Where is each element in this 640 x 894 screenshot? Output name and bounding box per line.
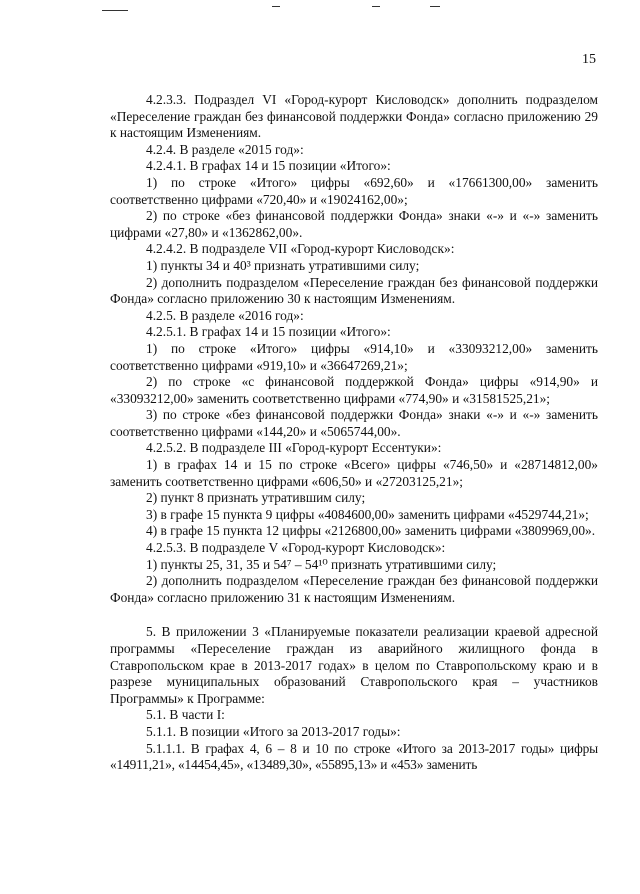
paragraph: 4.2.5.1. В графах 14 и 15 позиции «Итого»: [146, 324, 391, 340]
paragraph: 1) в графах 14 и 15 по строке «Всего» цифры «746,50» и «28714812,00» заменить соответственно цифрами «606,50» и «27203125,21»; [110, 457, 598, 489]
paragraph: 2) по строке «с финансовой поддержкой Фонда» цифры «914,90» и «33093212,00» заменить соответственно цифрами «774,90» и «31581525,21»; [110, 374, 598, 406]
paragraph: 4.2.4. В разделе «2015 год»: [146, 141, 304, 157]
paragraph: 1) по строке «Итого» цифры «692,60» и «17661300,00» заменить соответственно цифрами «720,40» и «19024162,00»; [110, 174, 598, 207]
paragraph: 4) в графе 15 пункта 12 цифры «2126800,00» заменить цифрами «3809969,00». [146, 523, 596, 539]
paragraph: 4.2.5. В разделе «2016 год»: [146, 307, 304, 323]
paragraph: 3) в графе 15 пункта 9 цифры «4084600,00» заменить цифрами «4529744,21»; [146, 506, 589, 522]
page-number: 15 [582, 52, 596, 67]
paragraph: 5.1.1. В позиции «Итого за 2013-2017 годы»: [146, 723, 401, 739]
scan-mark-right [372, 6, 380, 7]
paragraph: 1) по строке «Итого» цифры «914,10» и «33093212,00» заменить соответственно цифрами «919,10» и «36647269,21»; [110, 340, 598, 373]
paragraph: 1) пункты 25, 31, 35 и 54⁷ – 54¹⁰ признать утратившими силу; [146, 556, 497, 572]
paragraph: 4.2.4.2. В подразделе VII «Город-курорт Кисловодск»: [146, 241, 455, 257]
paragraph: 3) по строке «без финансовой поддержки Фонда» знаки «-» и «-» заменить соответственно цифрами «144,20» и «5065744,00». [110, 407, 598, 439]
paragraph: 2) пункт 8 признать утратившим силу; [146, 490, 366, 506]
paragraph: 2) дополнить подразделом «Переселение граждан без финансовой поддержки Фонда» согласно приложению 31 к настоящим Изменениям. [110, 573, 598, 605]
paragraph: 5.1.1.1. В графах 4, 6 – 8 и 10 по строке «Итого за 2013-2017 годы» цифры «14911,21», «14454,45», «13489,30», «55895,13» и «453» заменить [110, 740, 598, 773]
paragraph: 4.2.3.3. Подраздел VI «Город-курорт Кисловодск» дополнить подразделом «Переселение граждан без финансовой поддержки Фонда» согласно приложению 29 к настоящим Изменениям. [110, 92, 598, 141]
scan-mark-far-right [430, 6, 440, 7]
paragraph: 1) пункты 34 и 40³ признать утратившими силу; [146, 257, 420, 273]
paragraph: 4.2.4.1. В графах 14 и 15 позиции «Итого»: [146, 158, 391, 174]
document-body [110, 92, 598, 774]
paragraph: 2) дополнить подразделом «Переселение граждан без финансовой поддержки Фонда» согласно приложению 30 к настоящим Изменениям. [110, 274, 598, 307]
scan-mark-middle [272, 6, 280, 7]
paragraph: 5.1. В части I: [146, 707, 225, 723]
scan-mark-left [102, 10, 128, 11]
paragraph: 4.2.5.2. В подразделе III «Город-курорт Ессентуки»: [146, 440, 442, 456]
paragraph: 2) по строке «без финансовой поддержки Фонда» знаки «-» и «-» заменить цифрами «27,80» и «1362862,00». [110, 208, 598, 240]
paragraph: 5. В приложении 3 «Планируемые показатели реализации краевой адресной программы «Переселение граждан из аварийного жилищного фонда в Ставропольском крае в 2013-2017 годах» в целом по Ставропольскому краю и в разрезе муниципальных образований Ставропольского края – участников Программы» к Программе: [110, 624, 598, 706]
paragraph: 4.2.5.3. В подразделе V «Город-курорт Кисловодск»: [146, 540, 446, 556]
